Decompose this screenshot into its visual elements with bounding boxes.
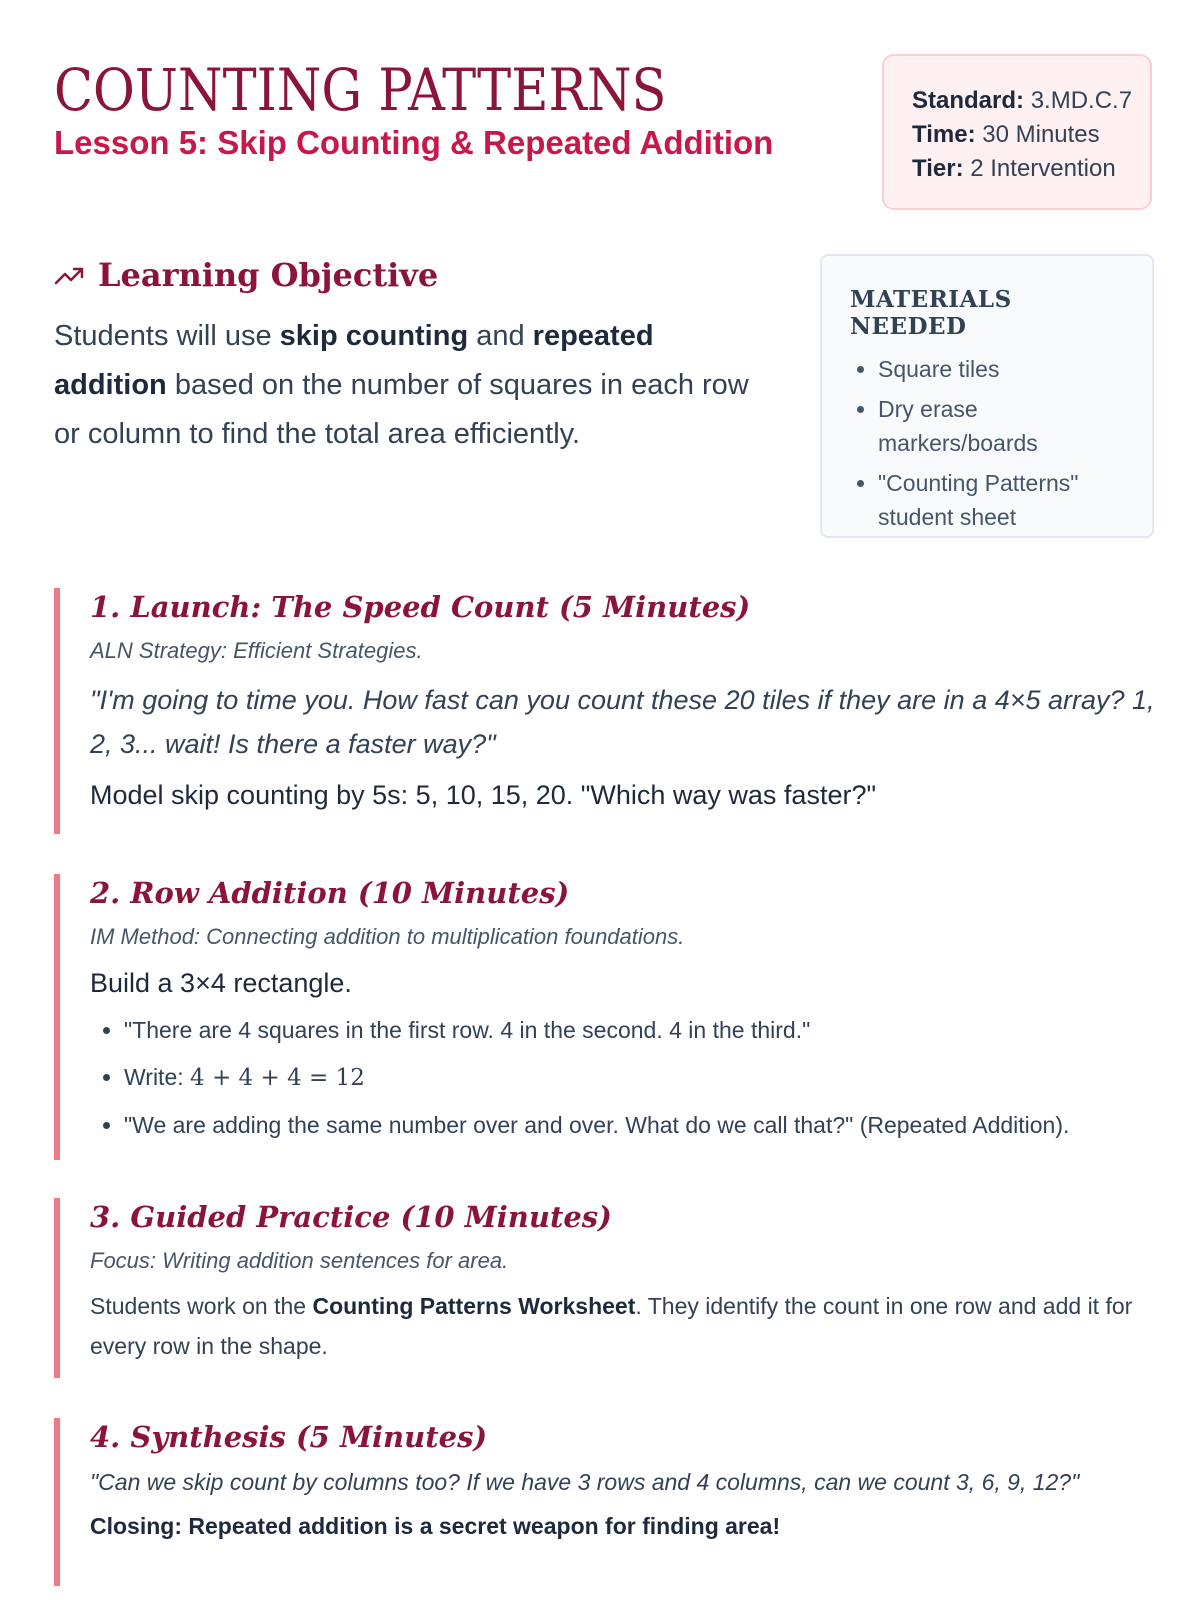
material-item: • Dry erase markers/boards xyxy=(878,392,1132,460)
lesson-subtitle: Lesson 5: Skip Counting & Repeated Addition xyxy=(54,124,774,161)
section-body: Build a 3×4 rectangle. xyxy=(90,968,352,998)
objective-text xyxy=(54,312,774,459)
list-item-label: Write: xyxy=(124,1064,191,1090)
material-item: • Square tiles xyxy=(878,352,1132,386)
section-row-addition xyxy=(54,874,1164,1160)
objective-heading-text: Learning Objective xyxy=(98,256,439,294)
section-strategy: ALN Strategy: Efficient Strategies. xyxy=(90,638,423,663)
materials-box xyxy=(820,254,1154,538)
page-title: COUNTING PATTERNS xyxy=(54,56,667,124)
list-item: • "We are adding the same number over and over. What do we call that?" (Repeated Addition). xyxy=(124,1110,1164,1140)
section-closing: Closing: Repeated addition is a secret weapon for finding area! xyxy=(90,1513,781,1539)
section-strategy: Focus: Writing addition sentences for area. xyxy=(90,1248,509,1273)
time-row xyxy=(912,118,1150,152)
section-quote: "Can we skip count by columns too? If we have 3 rows and 4 columns, can we count 3, 6, 9, 12?" xyxy=(90,1469,1080,1495)
section-title: 1. Launch: The Speed Count (5 Minutes) xyxy=(90,590,751,624)
standard-row xyxy=(912,84,1150,118)
math-expression: 4 + 4 + 4 = 12 xyxy=(190,1065,365,1091)
section-body-part: Students work on the xyxy=(90,1293,313,1319)
material-item: • "Counting Patterns" student sheet xyxy=(878,466,1132,534)
trending-up-icon xyxy=(54,256,86,294)
objective-keyword: skip counting xyxy=(279,320,469,352)
section-body xyxy=(90,1286,1164,1366)
tier-label: Tier: xyxy=(912,155,964,182)
worksheet-name: Counting Patterns Worksheet xyxy=(312,1293,636,1319)
section-quote: "I'm going to time you. How fast can you count these 20 tiles if they are in a 4×5 array? 1, 2, 3... wait! Is there a faster way?" xyxy=(90,685,1155,759)
tier-row xyxy=(912,152,1150,186)
section-body: Model skip counting by 5s: 5, 10, 15, 20. "Which way was faster?" xyxy=(90,780,877,810)
section-title: 4. Synthesis (5 Minutes) xyxy=(90,1420,488,1454)
lesson-meta-box xyxy=(882,54,1152,210)
section-launch xyxy=(54,588,1164,834)
section-title: 3. Guided Practice (10 Minutes) xyxy=(90,1200,612,1234)
time-label: Time: xyxy=(912,121,976,148)
standard-value: 3.MD.C.7 xyxy=(1030,87,1133,114)
section-synthesis xyxy=(54,1418,1164,1586)
objective-text-part: and xyxy=(468,320,533,352)
section-list xyxy=(90,1015,1164,1140)
section-guided-practice xyxy=(54,1198,1164,1378)
objective-text-part: based on the number of squares in each row or column to find the total area efficiently. xyxy=(54,369,749,450)
materials-list xyxy=(850,352,1132,534)
list-item: • "There are 4 squares in the first row. 4 in the second. 4 in the third." xyxy=(124,1015,1164,1045)
objective-keyword: repeated addition xyxy=(54,320,654,401)
time-value: 30 Minutes xyxy=(982,121,1100,148)
standard-label: Standard: xyxy=(912,87,1025,114)
section-title: 2. Row Addition (10 Minutes) xyxy=(90,876,570,910)
tier-value: 2 Intervention xyxy=(970,155,1116,182)
objective-text-part: Students will use xyxy=(54,320,280,352)
section-strategy: IM Method: Connecting addition to multiplication foundations. xyxy=(90,924,685,949)
objective-heading xyxy=(54,256,438,294)
materials-heading: MATERIALS NEEDED xyxy=(850,286,1012,340)
list-item xyxy=(124,1062,1164,1093)
section-body-part: . They identify the count in one row and add it for every row in the shape. xyxy=(90,1293,1133,1359)
